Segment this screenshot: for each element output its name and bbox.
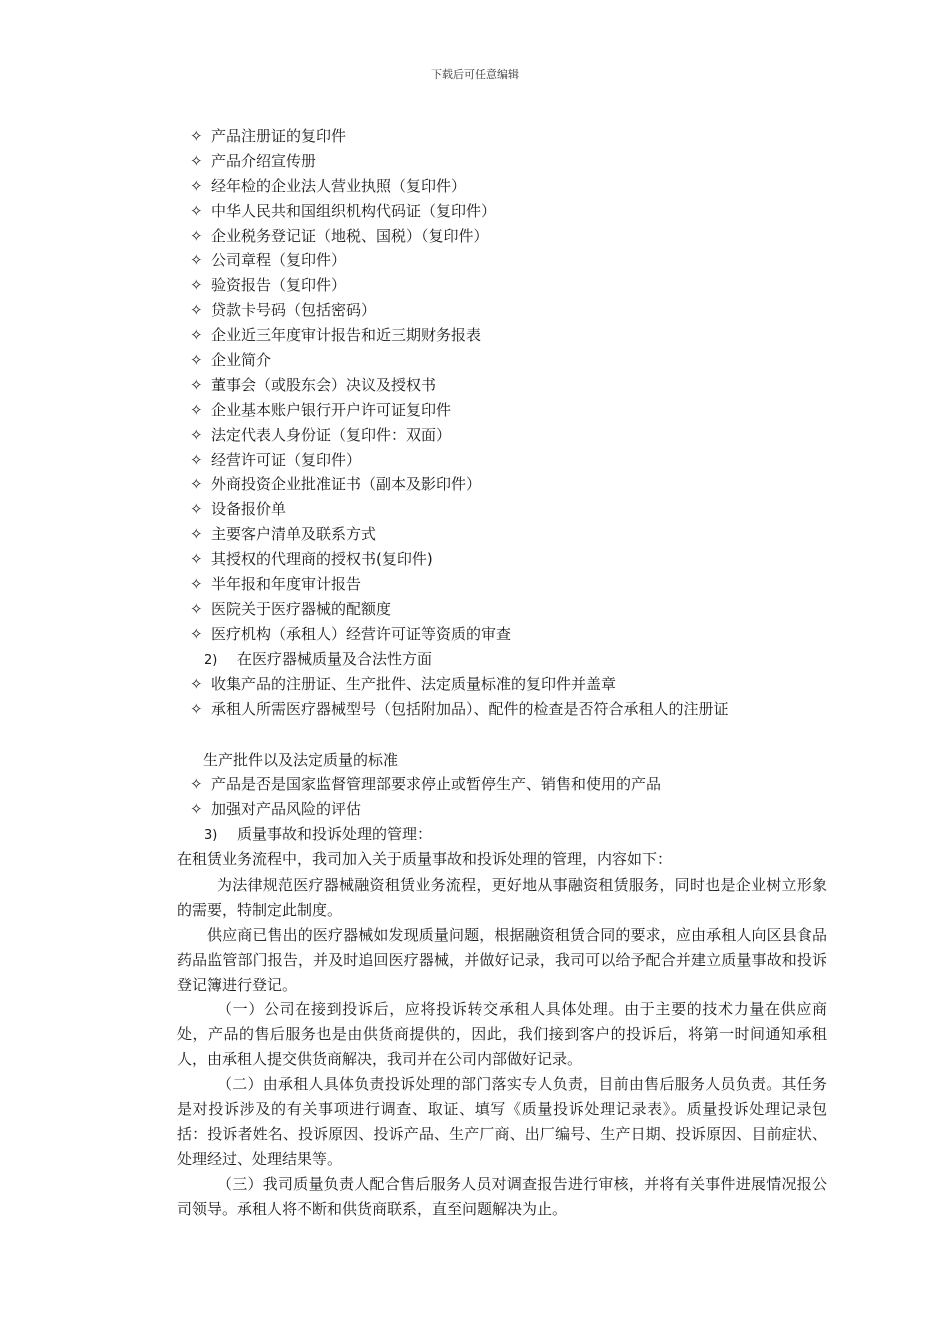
- list-item: [190, 697, 729, 722]
- section-heading-2: [204, 647, 432, 672]
- diamond-bullet-icon: ✧: [190, 475, 203, 494]
- list-item: [190, 547, 511, 572]
- diamond-bullet-icon: ✧: [190, 400, 203, 419]
- list-item-text: 验资报告（复印件）: [211, 276, 347, 295]
- list-item: [190, 273, 511, 298]
- list-item: [190, 472, 511, 497]
- section-number: 2): [204, 653, 218, 668]
- diamond-bullet-icon: ✧: [190, 375, 203, 394]
- diamond-bullet-icon: ✧: [190, 201, 203, 220]
- section-number: 3): [204, 828, 218, 843]
- list-item: [190, 224, 511, 249]
- list-item-text: 主要客户清单及联系方式: [211, 525, 377, 544]
- list-item: [190, 248, 511, 273]
- list-item: [190, 597, 511, 622]
- list-item-text: 公司章程（复印件）: [211, 251, 347, 270]
- list-item-text: 收集产品的注册证、生产批件、法定质量标准的复印件并盖章: [211, 675, 617, 693]
- diamond-bullet-icon: ✧: [190, 500, 203, 519]
- list-item-text: 经营许可证（复印件）: [211, 450, 362, 469]
- list-item-text: 企业基本账户银行开户许可证复印件: [211, 400, 452, 419]
- list-item-text: 半年报和年度审计报告: [211, 575, 362, 594]
- list-item-text: 董事会（或股东会）决议及授权书: [211, 375, 437, 394]
- list-item: [190, 199, 511, 224]
- list-item-text: 其授权的代理商的授权书(复印件): [211, 550, 433, 569]
- body-paragraph-3: （一）公司在接到投诉后，应将投诉转交承租人具体处理。由于主要的技术力量在供应商处，产品的售后服务也是由供货商提供的，因此，我们接到客户的投诉后，将第一时间通知承租人，由承租人提交供货商解决，我司并在公司内部做好记录。: [177, 1000, 827, 1068]
- diamond-bullet-icon: ✧: [190, 799, 203, 818]
- diamond-bullet-icon: ✧: [190, 351, 203, 370]
- body-paragraph-1: 为法律规范医疗器械融资租赁业务流程，更好地从事融资租赁服务，同时也是企业树立形象的需要，特制定此制度。: [177, 876, 827, 919]
- list-item: [190, 448, 511, 473]
- list-item-text: 产品注册证的复印件: [211, 127, 347, 145]
- list-item: [190, 373, 511, 398]
- diamond-bullet-icon: ✧: [190, 699, 203, 718]
- list-item-text: 中华人民共和国组织机构代码证（复印件）: [211, 201, 497, 220]
- list-continuation: 生产批件以及法定质量的标准: [203, 751, 399, 769]
- list-item-text: 设备报价单: [211, 500, 287, 519]
- body-paragraph-5: （三）我司质量负责人配合售后服务人员对调查报告进行审核，并将有关事件进展情况报公司领导。承租人将不断和供货商联系，直至问题解决为止。: [177, 1175, 827, 1218]
- list-item: [190, 423, 511, 448]
- list-item: [190, 149, 511, 174]
- intro-paragraph: 在租赁业务流程中，我司加入关于质量事故和投诉处理的管理，内容如下：: [177, 850, 673, 868]
- diamond-bullet-icon: ✧: [190, 525, 203, 544]
- list-item-text: 医疗机构（承租人）经营许可证等资质的审查: [211, 624, 512, 643]
- diamond-bullet-icon: ✧: [190, 251, 203, 270]
- section-heading-3: [204, 822, 432, 847]
- list-item-text: 产品介绍宣传册: [211, 151, 317, 170]
- diamond-bullet-icon: ✧: [190, 326, 203, 345]
- diamond-bullet-icon: ✧: [190, 425, 203, 444]
- list-item: [190, 323, 511, 348]
- list-item: [190, 672, 729, 697]
- list-item-text: 产品是否是国家监督管理部要求停止或暂停生产、销售和使用的产品: [211, 775, 662, 793]
- document-list-group3: [190, 772, 661, 822]
- list-item-text: 外商投资企业批准证书（副本及影印件）: [211, 475, 482, 494]
- diamond-bullet-icon: ✧: [190, 127, 203, 145]
- diamond-bullet-icon: ✧: [190, 276, 203, 295]
- body-paragraph-4: （二）由承租人具体负责投诉处理的部门落实专人负责，目前由售后服务人员负责。其任务是对投诉涉及的有关事项进行调查、取证、填写《质量投诉处理记录表》。质量投诉处理记录包括：投诉者姓名、投诉原因、投诉产品、生产厂商、出厂编号、生产日期、投诉原因、目前症状、处理经过、处理结果等。: [177, 1075, 827, 1168]
- list-item-text: 企业近三年度审计报告和近三期财务报表: [211, 326, 482, 345]
- diamond-bullet-icon: ✧: [190, 151, 203, 170]
- page-header: 下载后可任意编辑: [431, 68, 519, 81]
- list-item-text: 企业简介: [211, 351, 272, 370]
- diamond-bullet-icon: ✧: [190, 450, 203, 469]
- list-item: [190, 497, 511, 522]
- list-item: [190, 772, 661, 797]
- section-title: 质量事故和投诉处理的管理：: [237, 825, 433, 843]
- document-list-group2: [190, 672, 729, 722]
- list-item-text: 加强对产品风险的评估: [211, 799, 362, 818]
- list-item-text: 企业税务登记证（地税、国税）（复印件）: [211, 226, 489, 245]
- list-item: [190, 572, 511, 597]
- list-item-text: 承租人所需医疗器械型号（包括附加品）、配件的检查是否符合承租人的注册证: [211, 699, 729, 718]
- list-item: [190, 124, 511, 149]
- list-item: [190, 174, 511, 199]
- list-item-text: 医院关于医疗器械的配额度: [211, 599, 392, 618]
- diamond-bullet-icon: ✧: [190, 176, 203, 195]
- section-title: 在医疗器械质量及合法性方面: [237, 650, 433, 668]
- list-item: [190, 348, 511, 373]
- list-item: [190, 797, 661, 822]
- diamond-bullet-icon: ✧: [190, 575, 203, 594]
- list-item: [190, 622, 511, 647]
- list-item-text: 法定代表人身份证（复印件：双面）: [211, 425, 452, 444]
- list-item: [190, 522, 511, 547]
- diamond-bullet-icon: ✧: [190, 775, 203, 793]
- diamond-bullet-icon: ✧: [190, 624, 203, 643]
- list-item: [190, 398, 511, 423]
- list-item-text: 经年检的企业法人营业执照（复印件）: [211, 176, 467, 195]
- body-paragraph-2: 供应商已售出的医疗器械如发现质量问题，根据融资租赁合同的要求，应由承租人向区县食品药品监管部门报告，并及时追回医疗器械，并做好记录，我司可以给予配合并建立质量事故和投诉登记簿进行登记。: [177, 926, 827, 994]
- diamond-bullet-icon: ✧: [190, 550, 203, 569]
- diamond-bullet-icon: ✧: [190, 301, 203, 320]
- list-item-text: 贷款卡号码（包括密码）: [211, 301, 377, 320]
- document-list-group1: [190, 124, 511, 647]
- diamond-bullet-icon: ✧: [190, 599, 203, 618]
- list-item: [190, 298, 511, 323]
- diamond-bullet-icon: ✧: [190, 675, 203, 693]
- diamond-bullet-icon: ✧: [190, 226, 203, 245]
